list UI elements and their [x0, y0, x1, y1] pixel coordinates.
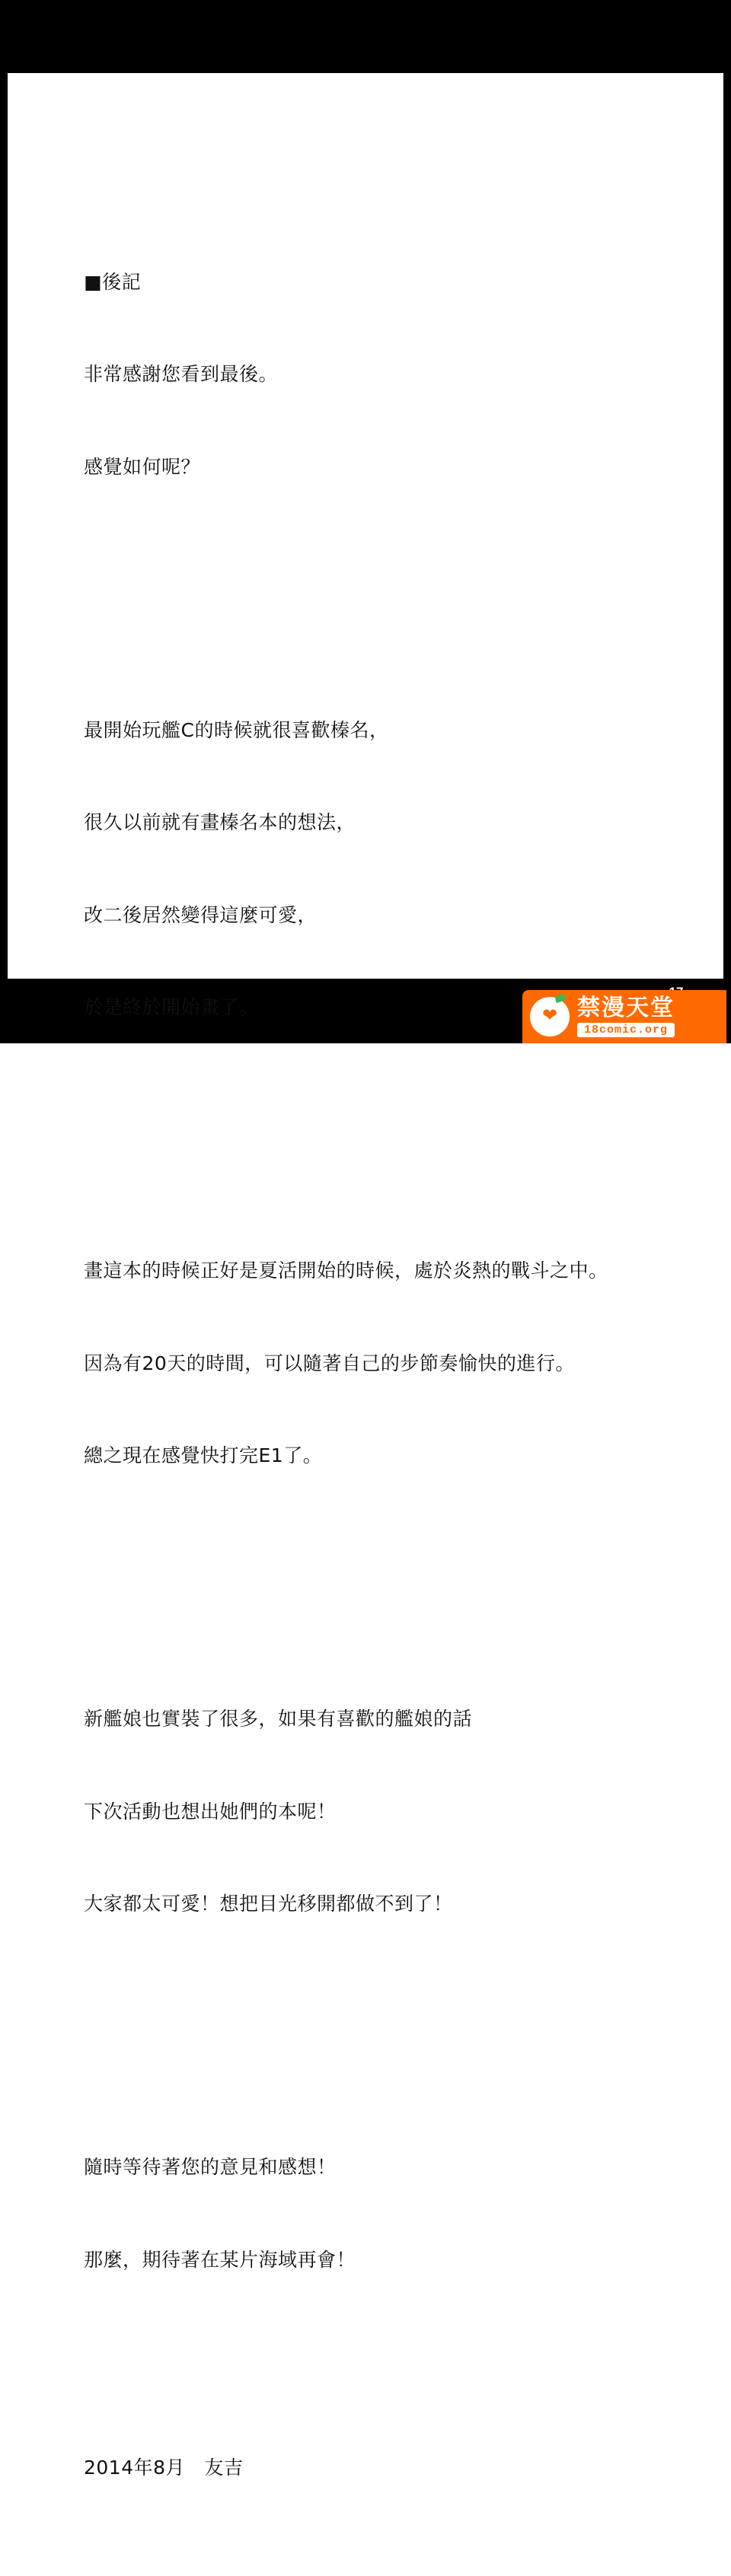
afterword-line: 最開始玩艦C的時候就很喜歡榛名， [84, 718, 389, 741]
afterword-signature: 2014年8月 友吉 [84, 2456, 244, 2479]
site-watermark [522, 990, 726, 1043]
afterword-line: 畫這本的時候正好是夏活開始的時候，處於炎熱的戰斗之中。 [84, 1259, 608, 1282]
afterword-line: 隨時等待著您的意見和感想！ [84, 2156, 337, 2178]
afterword-line: 總之現在感覺快打完E1了。 [84, 1444, 323, 1466]
leaf-icon [554, 993, 567, 1003]
afterword-line: 感覺如何呢？ [84, 455, 201, 478]
afterword-line: 下次活動也想出她們的本呢！ [84, 1800, 337, 1823]
afterword-line: 很久以前就有畫榛名本的想法， [84, 811, 356, 833]
afterword-paragraph [84, 1194, 708, 1533]
afterword-heading: ■後記 [84, 270, 142, 293]
afterword-line: 因為有20天的時間，可以隨著自己的步節奏愉快的進行。 [84, 1352, 575, 1374]
afterword-line: 大家都太可愛！想把目光移開都做不到了！ [84, 1893, 453, 1915]
afterword-paragraph [84, 1642, 708, 1982]
watermark-subtitle: 18comic.org [577, 1023, 675, 1037]
heart-icon: ❤ [541, 1005, 558, 1026]
afterword-paragraph [84, 2090, 708, 2337]
peach-logo-icon [530, 997, 570, 1036]
afterword-line: 於是終於開始畫了。 [84, 996, 259, 1018]
watermark-title: 禁漫天堂 [577, 995, 675, 1022]
afterword-heading-block [84, 205, 708, 545]
watermark-text [577, 996, 675, 1037]
afterword-line: 非常感謝您看到最後。 [84, 363, 279, 385]
afterword-line: 改二後居然變得這麼可愛， [84, 903, 318, 926]
afterword-line: 那麼，期待著在某片海域再會！ [84, 2248, 356, 2271]
afterword-line: 新艦娘也實裝了很多，如果有喜歡的艦娘的話 [84, 1708, 473, 1730]
afterword-text [84, 113, 708, 2576]
